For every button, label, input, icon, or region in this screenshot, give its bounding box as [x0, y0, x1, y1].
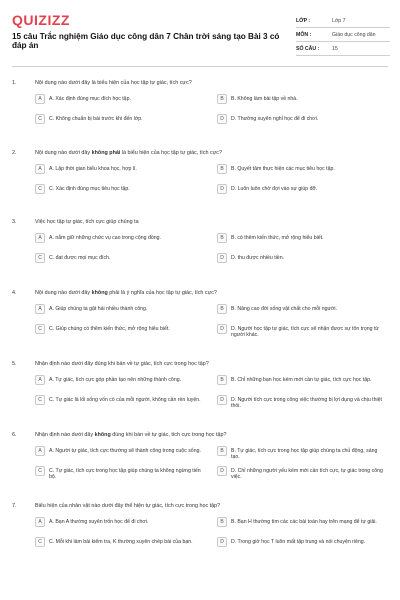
option-letter-badge: C — [35, 537, 45, 547]
option-letter-badge: B — [217, 304, 227, 314]
question-number: 5. — [12, 361, 17, 367]
option-letter-badge: C — [35, 395, 45, 405]
answer-option-b[interactable] — [217, 517, 385, 527]
question-text — [35, 80, 192, 86]
question-item — [12, 150, 388, 192]
answer-option-c[interactable] — [35, 537, 203, 547]
answer-option-a[interactable] — [35, 304, 203, 314]
answer-option-a[interactable] — [35, 375, 203, 385]
option-letter-badge: D — [217, 114, 227, 124]
quizizz-logo: QUIZIZZ — [12, 12, 70, 28]
option-letter-badge: B — [217, 233, 227, 243]
option-letter-badge: D — [217, 395, 227, 405]
option-letter-badge: B — [217, 446, 227, 456]
option-letter-badge: A — [35, 304, 45, 314]
option-letter-badge: B — [217, 375, 227, 385]
question-text-part: đúng khi bàn về tự giác, tích cực trong học tập? — [110, 432, 227, 438]
option-text: C. Không chuẩn bị bài trước khi đến lớp. — [49, 115, 143, 122]
answer-option-b[interactable] — [217, 233, 385, 243]
answer-option-a[interactable] — [35, 164, 203, 174]
question-heading — [12, 150, 388, 156]
answer-option-c[interactable] — [35, 324, 203, 334]
answer-option-a[interactable] — [35, 446, 203, 456]
question-number: 1. — [12, 80, 17, 86]
option-text: A. Giúp chúng ta gặt hái nhiều thành công. — [49, 305, 148, 312]
option-text: D. Người học tập tự giác, tích cực sẽ nhận được sự tôn trọng từ người khác. — [231, 325, 379, 339]
question-text-part: Nhận định nào dưới đây — [35, 432, 95, 438]
option-letter-badge: D — [217, 466, 227, 476]
option-text: B. Không làm bài tập về nhà. — [231, 95, 298, 102]
question-text-part: Nhận định nào dưới đây đúng khi bàn về tự giác, tích cực trong học tập? — [35, 361, 209, 367]
option-letter-badge: D — [217, 537, 227, 547]
option-text: D. Chỉ những người yếu kém mới cần tích cực, tự giác trong công việc. — [231, 467, 383, 481]
answer-option-d[interactable] — [217, 114, 385, 124]
question-heading — [12, 80, 388, 86]
question-item — [12, 290, 388, 339]
answer-option-d[interactable] — [217, 395, 385, 410]
question-heading — [12, 432, 388, 438]
question-number: 4. — [12, 290, 17, 296]
option-letter-badge: B — [217, 164, 227, 174]
option-text: D. Luôn luôn chờ đợi vào sự giúp đỡ. — [231, 185, 318, 192]
question-number: 7. — [12, 503, 17, 509]
option-letter-badge: A — [35, 94, 45, 104]
answer-option-d[interactable] — [217, 466, 385, 481]
option-letter-badge: D — [217, 253, 227, 263]
question-text — [35, 219, 139, 225]
question-heading — [12, 290, 388, 296]
option-text: B. Quyết tâm thực hiện các mục tiêu học tập. — [231, 165, 335, 172]
meta-key: SỐ CÂU : — [296, 45, 320, 52]
question-text-emphasis: không phải — [91, 150, 121, 156]
answer-option-a[interactable] — [35, 94, 203, 104]
option-text: A. Bạn A thường xuyên trốn học để đi chơi. — [49, 518, 149, 525]
option-text: C. Tự giác, tích cực trong học tập giúp chúng ta không ngừng tiến bộ. — [49, 467, 201, 481]
question-text-part: Nội dung nào dưới đây — [35, 290, 92, 296]
question-item — [12, 80, 388, 122]
worksheet-header — [0, 0, 400, 64]
option-letter-badge: A — [35, 446, 45, 456]
option-letter-badge: B — [217, 517, 227, 527]
question-heading — [12, 503, 388, 509]
option-text: C. Tự giác là lối sống vốn có của mỗi người, không cần rèn luyện. — [49, 396, 201, 403]
option-text: B. có thêm kiến thức, mở rộng hiểu biết. — [231, 234, 324, 241]
answer-option-d[interactable] — [217, 537, 385, 547]
option-letter-badge: A — [35, 375, 45, 385]
answer-option-d[interactable] — [217, 324, 385, 339]
meta-table — [296, 14, 390, 56]
answer-option-b[interactable] — [217, 164, 385, 174]
meta-row-class — [296, 14, 390, 28]
option-letter-badge: D — [217, 324, 227, 334]
page-title: 15 câu Trắc nghiệm Giáo dục công dân 7 Chân trời sáng tạo Bài 3 có đáp án — [12, 32, 280, 50]
answer-option-d[interactable] — [217, 253, 385, 263]
answer-option-a[interactable] — [35, 233, 203, 243]
answer-option-c[interactable] — [35, 466, 203, 481]
question-item — [12, 432, 388, 481]
option-text: D. Trong giờ học T luôn mất tập trung và nói chuyện riêng. — [231, 538, 366, 545]
option-text: C. Giúp chúng có thêm kiến thức, mở rộng hiểu biết. — [49, 325, 170, 332]
question-text-part: Nội dung nào dưới đây là biểu hiện của học tập tự giác, tích cực? — [35, 80, 192, 86]
question-item — [12, 503, 388, 545]
option-text: C. đạt được mọi mục đích. — [49, 254, 111, 261]
option-letter-badge: D — [217, 184, 227, 194]
option-letter-badge: A — [35, 517, 45, 527]
option-text: D. thu được nhiều tiền. — [231, 254, 285, 261]
option-text: D. Thường xuyên nghỉ học để đi chơi. — [231, 115, 319, 122]
option-text: C. Mỗi khi làm bài kiểm tra, K thường xuyên chép bài của bạn. — [49, 538, 193, 545]
answer-option-c[interactable] — [35, 184, 203, 194]
question-text — [35, 150, 222, 156]
answer-option-b[interactable] — [217, 446, 385, 461]
option-text: A. Lập thời gian biểu khoa học, hợp lí. — [49, 165, 137, 172]
question-text-part: Việc học tập tự giác, tích cực giúp chúng ta — [35, 219, 139, 225]
question-text-part: phải là ý nghĩa của học tập tự giác, tích cực? — [107, 290, 217, 296]
question-number: 2. — [12, 150, 17, 156]
answer-option-c[interactable] — [35, 253, 203, 263]
option-text: B. Nâng cao đời sống vật chất cho mỗi người. — [231, 305, 338, 312]
question-text-emphasis: không — [94, 432, 111, 438]
question-text — [35, 503, 220, 509]
question-text-part: Nội dung nào dưới đây — [35, 150, 92, 156]
answer-option-b[interactable] — [217, 94, 385, 104]
question-heading — [12, 361, 388, 367]
question-text — [35, 290, 217, 296]
option-letter-badge: C — [35, 114, 45, 124]
meta-key: MÔN : — [296, 31, 312, 38]
question-text-part: Biểu hiện của nhân vật nào dưới đây thể hiện tự giác, tích cực trong học tập? — [35, 503, 221, 509]
header-divider — [12, 66, 388, 67]
question-item — [12, 361, 388, 410]
option-text: D. Người tích cực trong công việc thường bị lợi dụng và chịu thiệt thòi. — [231, 396, 382, 410]
question-text — [35, 361, 209, 367]
meta-value: Giáo dục công dân — [332, 31, 376, 38]
meta-key: LỚP : — [296, 17, 311, 24]
option-text: A. Tự giác, tích cực góp phần tạo nên những thành công. — [49, 376, 182, 383]
question-number: 3. — [12, 219, 17, 225]
answer-option-b[interactable] — [217, 304, 385, 314]
meta-value: Lớp 7 — [332, 17, 346, 24]
option-letter-badge: A — [35, 164, 45, 174]
option-text: A. Xác định đúng mục đích học tập. — [49, 95, 131, 102]
option-letter-badge: C — [35, 324, 45, 334]
answer-option-c[interactable] — [35, 395, 203, 405]
answer-option-d[interactable] — [217, 184, 385, 194]
option-letter-badge: C — [35, 184, 45, 194]
option-text: B. Chỉ những bạn học kém mới cần tự giác, tích cực học tập. — [231, 376, 372, 383]
option-letter-badge: C — [35, 253, 45, 263]
answer-option-b[interactable] — [217, 375, 385, 385]
meta-value: 15 — [332, 45, 338, 52]
meta-row-count — [296, 42, 390, 56]
option-letter-badge: B — [217, 94, 227, 104]
option-text: B. Tự giác, tích cực trong học tập giúp chúng ta chủ động, sáng tạo. — [231, 447, 378, 461]
question-item — [12, 219, 388, 261]
option-text: C. Xác định đúng mục tiêu học tập. — [49, 185, 130, 192]
option-text: A. Người tự giác, tích cực thường sẽ thành công trong cuộc sống. — [49, 447, 201, 454]
option-text: A. nắm giữ những chức vụ cao trong cộng đồng. — [49, 234, 161, 241]
option-letter-badge: C — [35, 466, 45, 476]
answer-option-c[interactable] — [35, 114, 203, 124]
question-number: 6. — [12, 432, 17, 438]
question-text-part: là biểu hiện của học tập tự giác, tích cực? — [120, 150, 222, 156]
option-letter-badge: A — [35, 233, 45, 243]
question-text-emphasis: không — [91, 290, 108, 296]
question-heading — [12, 219, 388, 225]
meta-row-subject — [296, 28, 390, 42]
question-text — [35, 432, 226, 438]
option-text: B. Bạn H thường tìm các các bài toán hay trên mạng để tự giải. — [231, 518, 377, 525]
answer-option-a[interactable] — [35, 517, 203, 527]
